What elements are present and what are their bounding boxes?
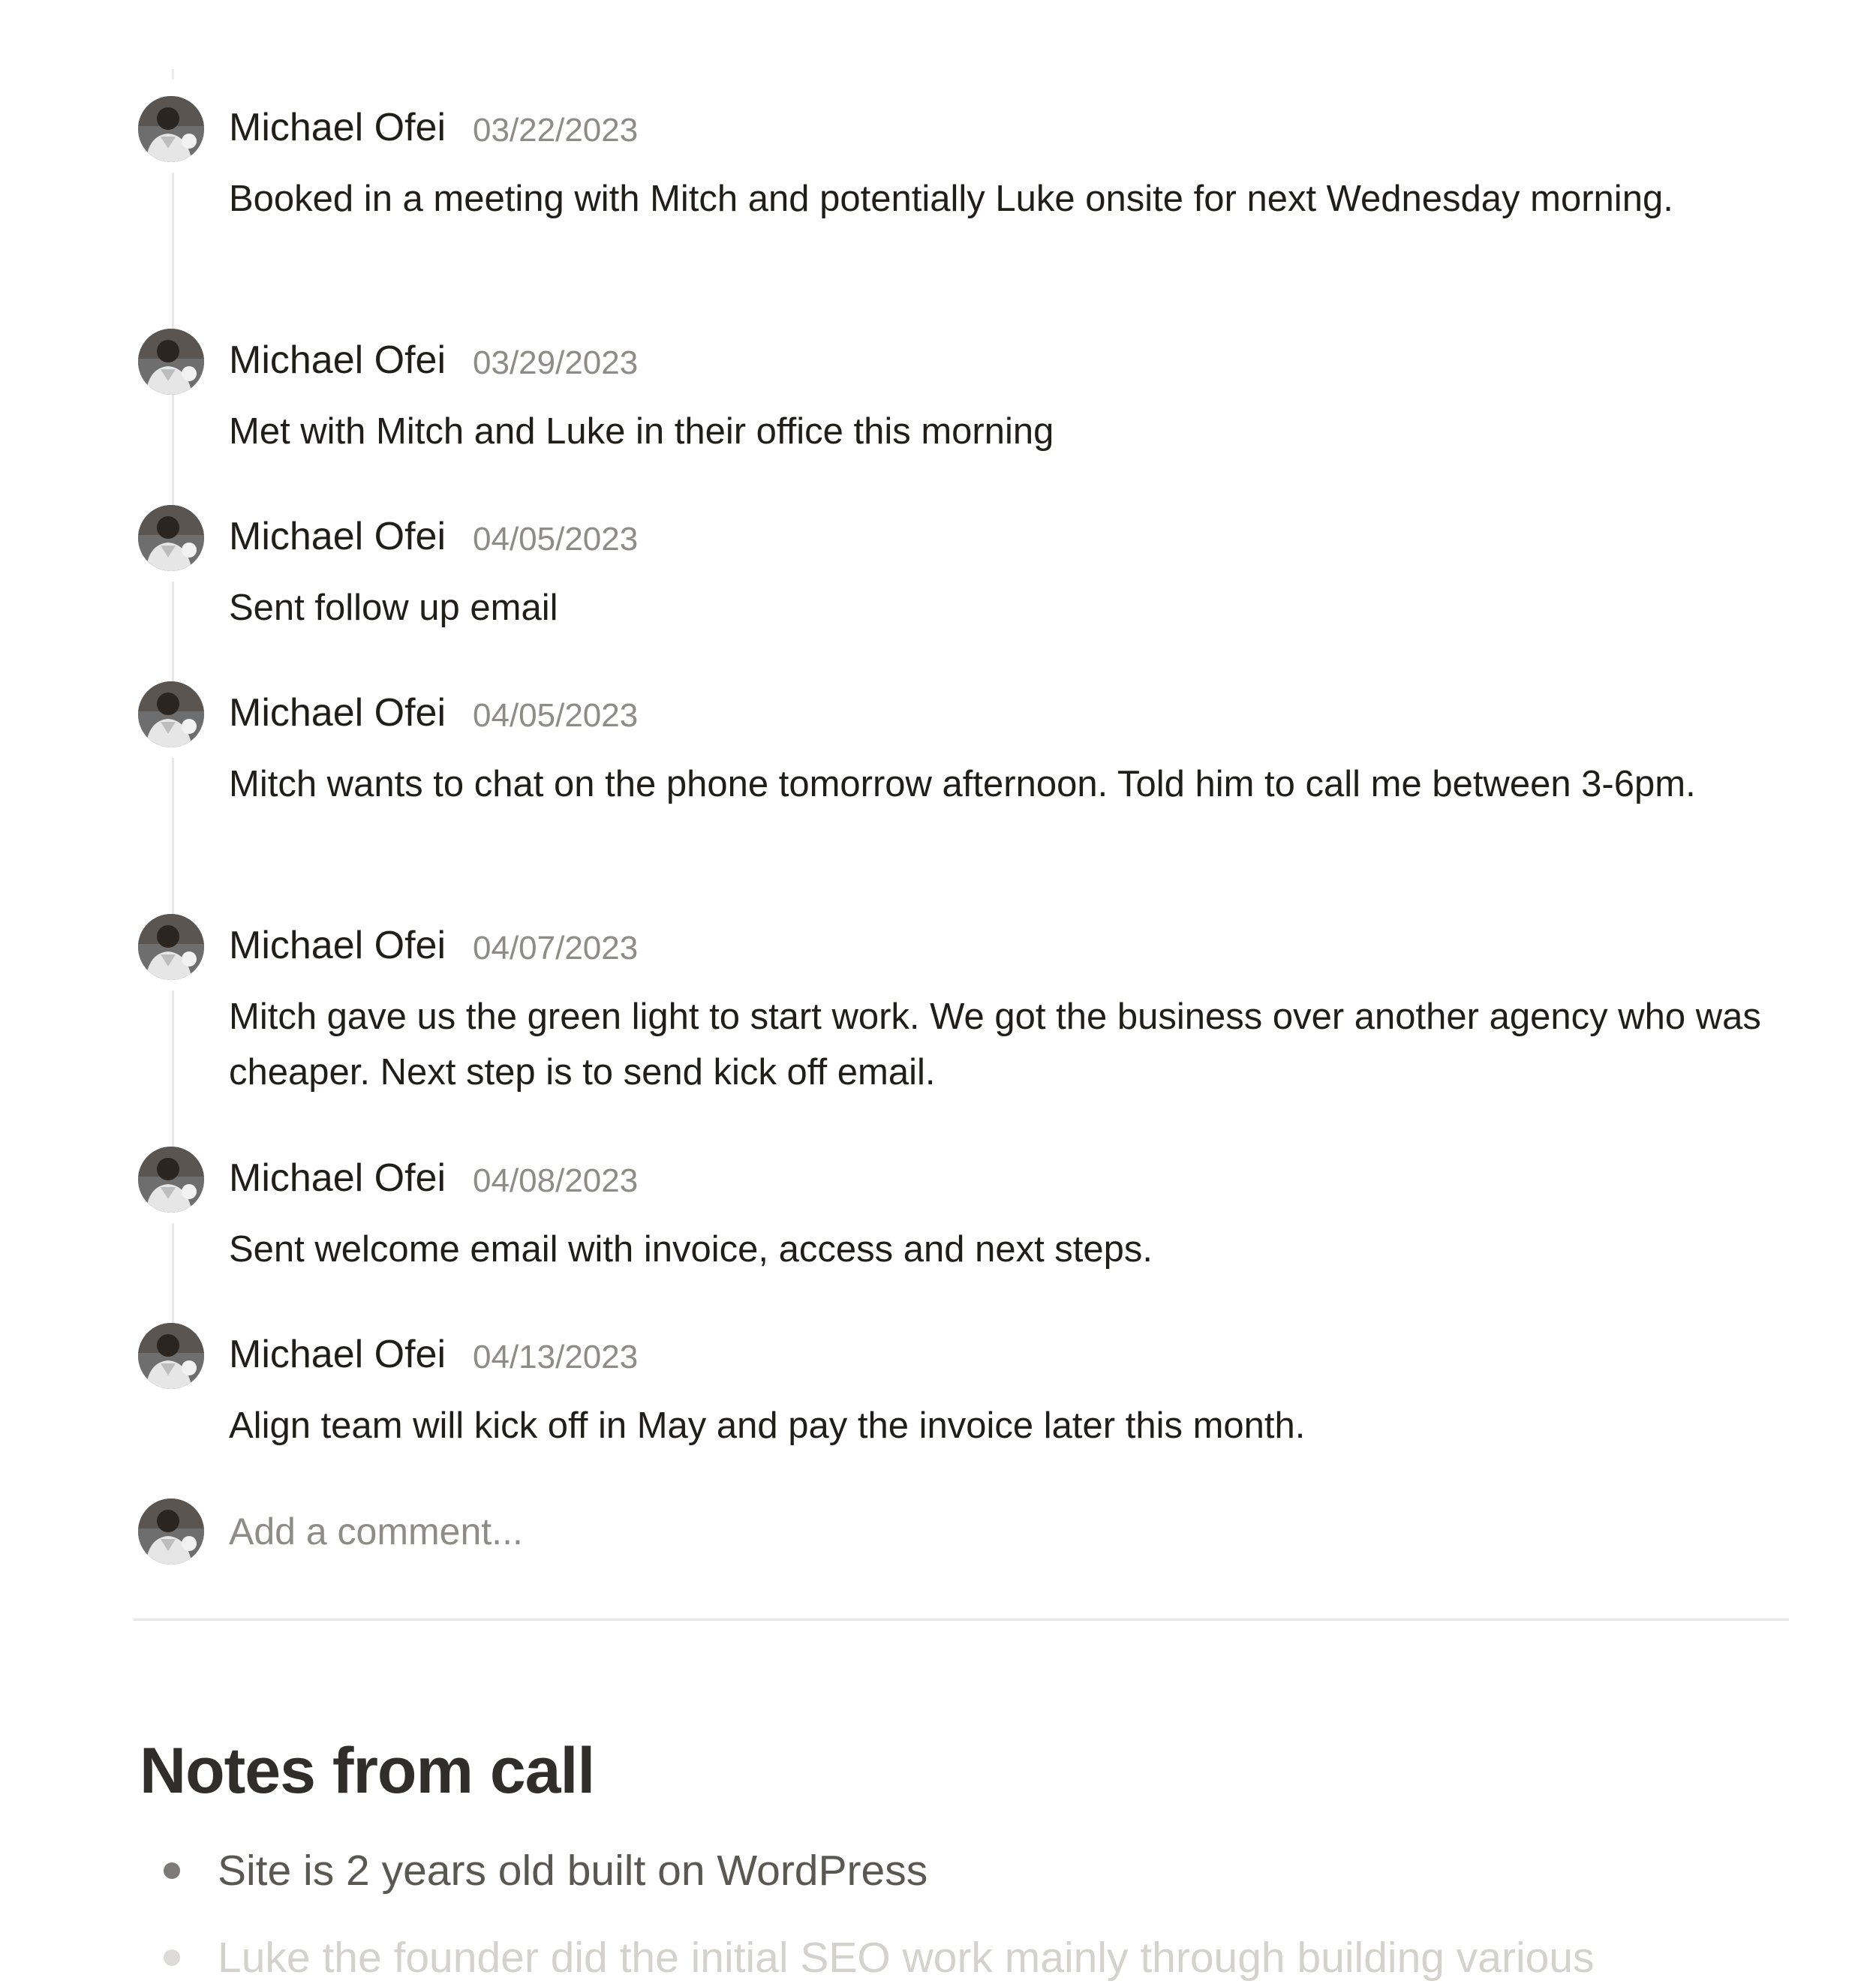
- comment-author: Michael Ofei: [229, 338, 446, 382]
- user-avatar-icon[interactable]: [138, 505, 204, 571]
- thread-line: [172, 69, 174, 80]
- comment-text: Mitch gave us the green light to start work. We got the business over another agency who was cheaper. Next step is to send kick off email.: [229, 997, 1761, 1093]
- comment-author: Michael Ofei: [229, 691, 446, 735]
- bullet-dot: [164, 1862, 180, 1879]
- user-avatar-icon[interactable]: [138, 96, 204, 162]
- comment-author: Michael Ofei: [229, 515, 446, 558]
- add-comment-input[interactable]: Add a comment...: [229, 1511, 523, 1553]
- user-avatar-icon[interactable]: [138, 1323, 204, 1389]
- user-avatar-icon[interactable]: [138, 681, 204, 747]
- comment-date: 03/22/2023: [473, 112, 639, 149]
- comment-author: Michael Ofei: [229, 106, 446, 149]
- comment-text: Sent follow up email: [229, 588, 558, 628]
- notes-heading: Notes from call: [140, 1735, 595, 1807]
- comment-author: Michael Ofei: [229, 1333, 446, 1376]
- user-avatar-icon[interactable]: [138, 329, 204, 395]
- bullet-dot: [164, 1949, 180, 1966]
- comment-text: Mitch wants to chat on the phone tomorrow afternoon. Told him to call me between 3-6pm.: [229, 764, 1696, 804]
- comment-date: 03/29/2023: [473, 344, 639, 381]
- comment-text: Align team will kick off in May and pay the invoice later this month.: [229, 1405, 1306, 1446]
- comment-date: 04/08/2023: [473, 1162, 639, 1199]
- comment-text: Met with Mitch and Luke in their office this morning: [229, 411, 1054, 452]
- list-item-text: Luke the founder did the initial SEO work mainly through building various: [218, 1934, 1595, 1982]
- comment-text: Booked in a meeting with Mitch and potentially Luke onsite for next Wednesday morning.: [229, 179, 1673, 219]
- list-item-text: Site is 2 years old built on WordPress: [218, 1847, 928, 1895]
- comment-author: Michael Ofei: [229, 924, 446, 967]
- comment-date: 04/05/2023: [473, 521, 639, 558]
- comment-date: 04/13/2023: [473, 1339, 639, 1375]
- user-avatar-icon: [138, 1499, 204, 1565]
- comment-author: Michael Ofei: [229, 1156, 446, 1200]
- user-avatar-icon[interactable]: [138, 914, 204, 980]
- comment-date: 04/07/2023: [473, 930, 639, 966]
- user-avatar-icon[interactable]: [138, 1147, 204, 1213]
- comment-text: Sent welcome email with invoice, access and next steps.: [229, 1229, 1153, 1270]
- comment-date: 04/05/2023: [473, 697, 639, 734]
- section-divider: [134, 1619, 1789, 1621]
